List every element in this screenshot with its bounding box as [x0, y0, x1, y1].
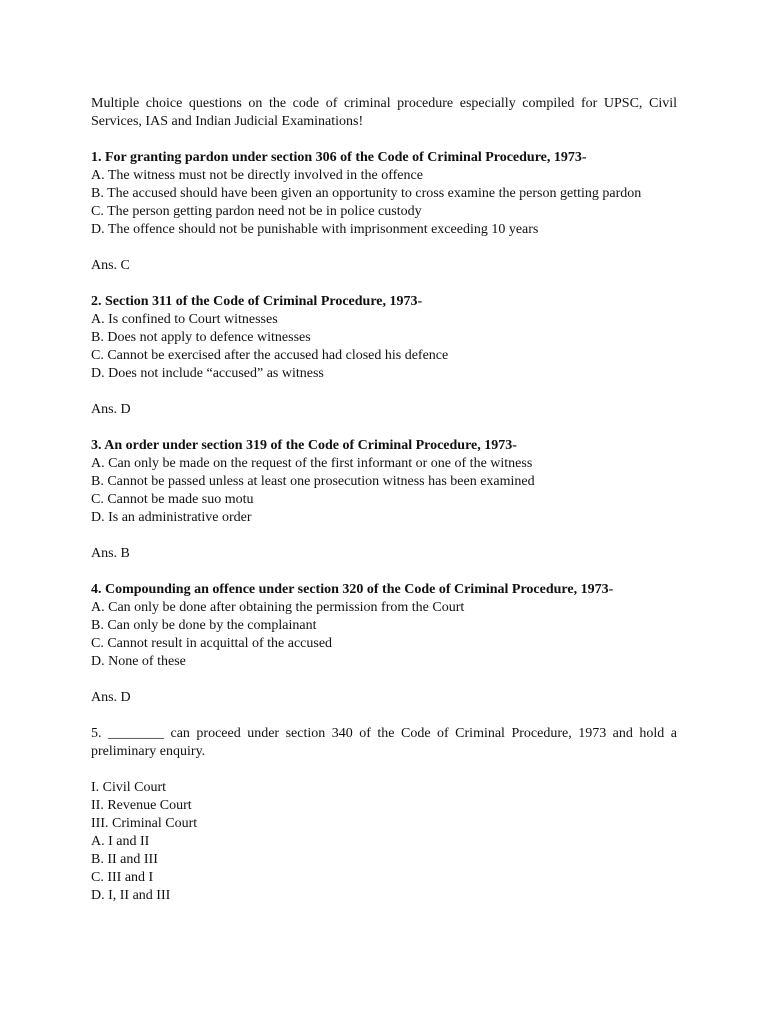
question-4	[91, 581, 677, 671]
question-title: 4. Compounding an offence under section 320 of the Code of Criminal Procedure, 1973-	[91, 582, 614, 597]
option-d: D. I, II and III	[91, 888, 171, 903]
statement-2: II. Revenue Court	[91, 798, 192, 813]
option-b: B. Can only be done by the complainant	[91, 618, 317, 633]
option-d: D. Does not include “accused” as witness	[91, 366, 324, 381]
question-5	[91, 725, 677, 905]
question-3	[91, 437, 677, 527]
option-c: C. The person getting pardon need not be in police custody	[91, 204, 422, 219]
option-a: A. Can only be made on the request of the first informant or one of the witness	[91, 456, 533, 471]
option-b: B. Cannot be passed unless at least one prosecution witness has been examined	[91, 474, 535, 489]
option-d: D. The offence should not be punishable with imprisonment exceeding 10 years	[91, 222, 539, 237]
option-a: A. Can only be done after obtaining the permission from the Court	[91, 600, 465, 615]
answer-3: Ans. B	[91, 546, 130, 561]
intro-paragraph: Multiple choice questions on the code of criminal procedure especially compiled for UPSC, Civil Services, IAS and Indian Judicial Examinations!	[91, 96, 677, 129]
option-d: D. None of these	[91, 654, 186, 669]
question-title: 3. An order under section 319 of the Code of Criminal Procedure, 1973-	[91, 438, 517, 453]
spacer	[91, 761, 677, 779]
statement-1: I. Civil Court	[91, 780, 167, 795]
statement-3: III. Criminal Court	[91, 816, 198, 831]
option-c: C. III and I	[91, 870, 154, 885]
answer-2: Ans. D	[91, 402, 131, 417]
question-text: 5. ________ can proceed under section 340 of the Code of Criminal Procedure, 1973 and hold a preliminary enquiry.	[91, 726, 677, 759]
option-d: D. Is an administrative order	[91, 510, 252, 525]
option-a: A. The witness must not be directly involved in the offence	[91, 168, 423, 183]
question-2	[91, 293, 677, 383]
question-title: 1. For granting pardon under section 306 of the Code of Criminal Procedure, 1973-	[91, 150, 587, 165]
option-c: C. Cannot result in acquittal of the accused	[91, 636, 333, 651]
option-a: A. Is confined to Court witnesses	[91, 312, 278, 327]
option-a: A. I and II	[91, 834, 150, 849]
option-b: B. II and III	[91, 852, 158, 867]
answer-4: Ans. D	[91, 690, 131, 705]
question-1	[91, 149, 677, 239]
document-page	[91, 95, 677, 923]
question-title: 2. Section 311 of the Code of Criminal Procedure, 1973-	[91, 294, 423, 309]
answer-1: Ans. C	[91, 258, 130, 273]
option-c: C. Cannot be exercised after the accused had closed his defence	[91, 348, 449, 363]
option-c: C. Cannot be made suo motu	[91, 492, 254, 507]
option-b: B. The accused should have been given an opportunity to cross examine the person getting pardon	[91, 186, 642, 201]
option-b: B. Does not apply to defence witnesses	[91, 330, 311, 345]
